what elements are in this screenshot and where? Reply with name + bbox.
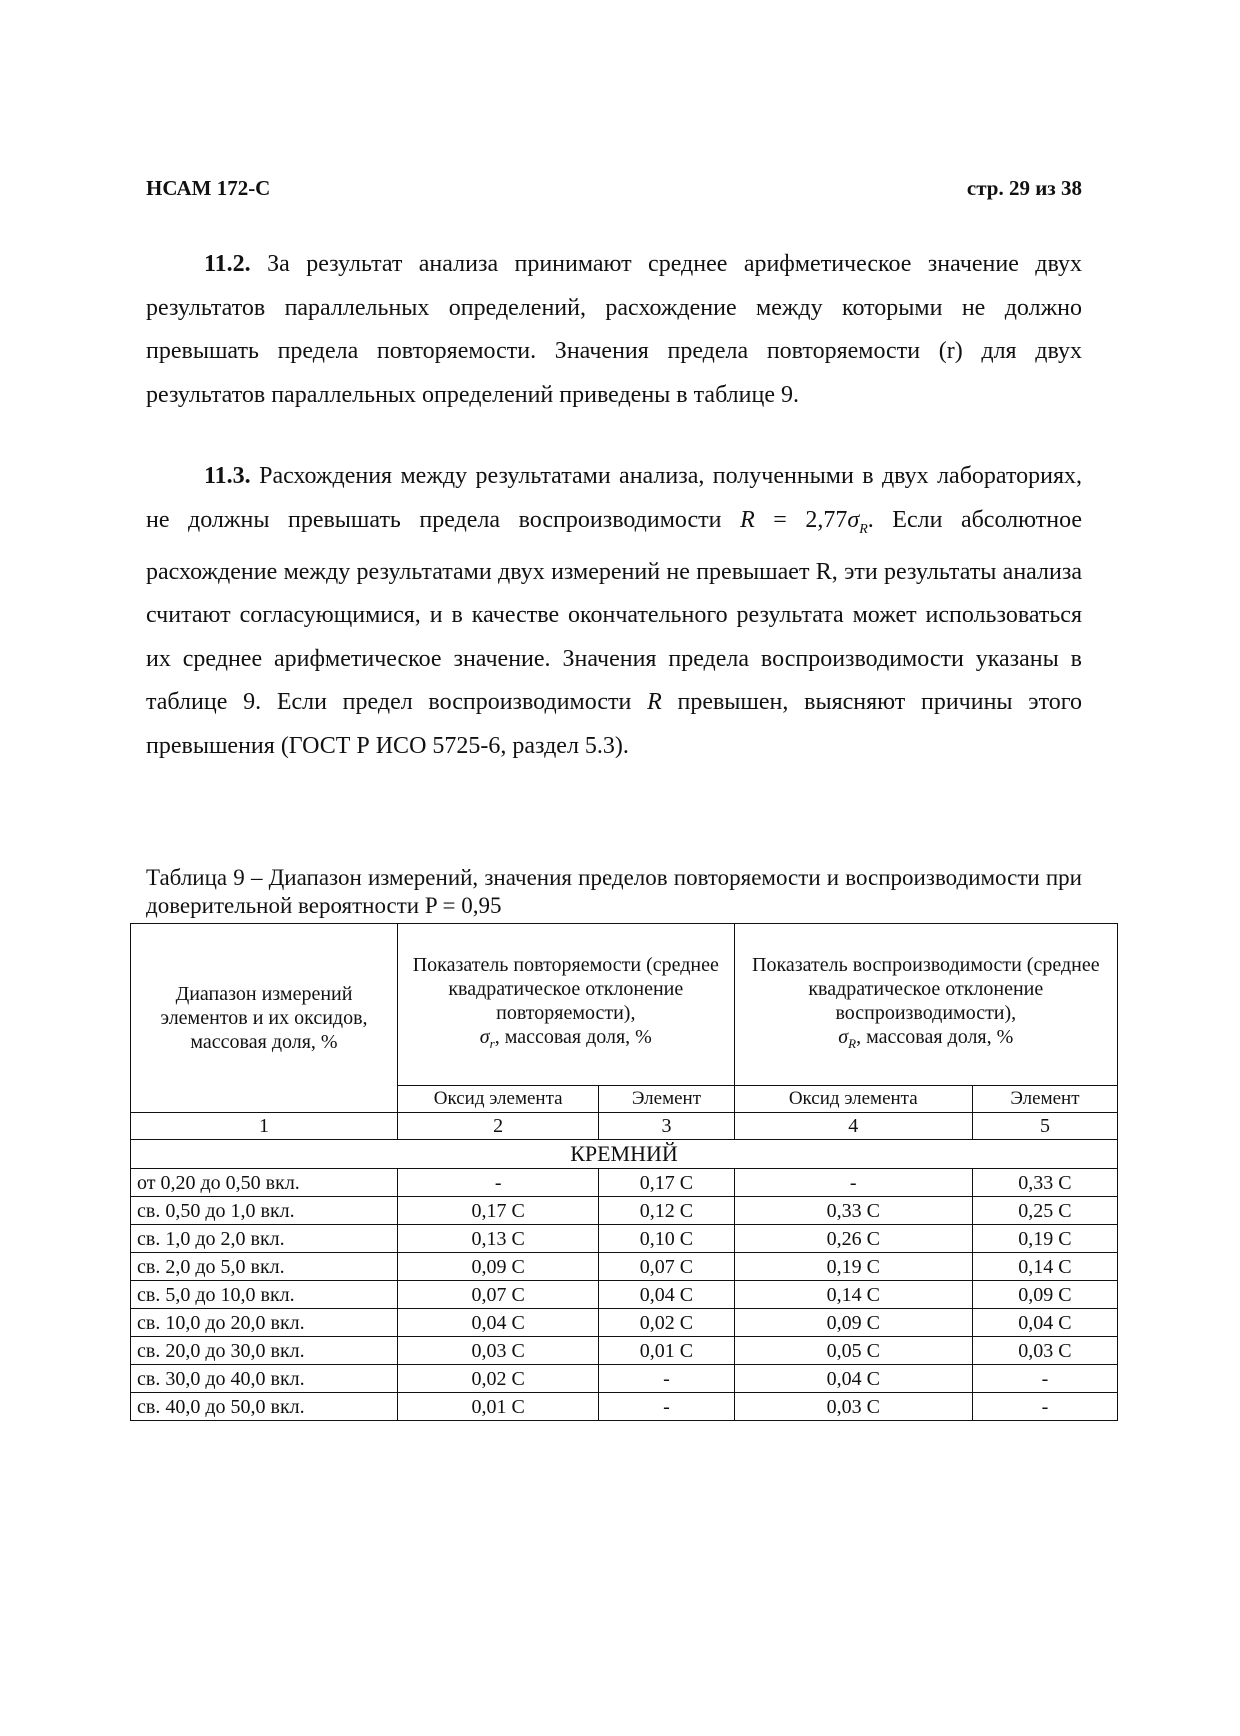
row-value-cell: 0,03 C [398, 1337, 599, 1365]
header-reproducibility [734, 924, 1117, 1086]
row-value-cell: - [599, 1365, 734, 1393]
paragraph-11-3 [146, 455, 1082, 768]
row-value-cell: 0,33 C [972, 1169, 1117, 1197]
subheader-oxide: Оксид элемента [398, 1086, 599, 1113]
sigma-r-symbol [479, 1026, 495, 1051]
column-number: 5 [972, 1113, 1117, 1140]
subheader-element: Элемент [972, 1086, 1117, 1113]
table-row [131, 1393, 1118, 1421]
row-range-cell: св. 5,0 до 10,0 вкл. [131, 1281, 398, 1309]
row-value-cell: - [734, 1169, 972, 1197]
row-value-cell: 0,01 C [398, 1393, 599, 1421]
sigma-glyph: σ [479, 1026, 490, 1048]
row-range-cell: от 0,20 до 0,50 вкл. [131, 1169, 398, 1197]
column-number: 2 [398, 1113, 599, 1140]
row-value-cell: 0,05 C [734, 1337, 972, 1365]
formula-lhs: R [740, 506, 755, 533]
row-value-cell: 0,19 C [972, 1225, 1117, 1253]
row-value-cell: 0,14 C [972, 1253, 1117, 1281]
page-header [146, 176, 1082, 206]
paragraph-text-cont: . Если абсолютное расхождение между результатами двух измерений не превышает R, эти результаты анализа считают согласующимися, и в качестве окончательного результата может использоваться их среднее арифметическое значение. Значения предела воспроизводимости указаны в таблице 9. Если предел воспроизводимости [146, 506, 1083, 716]
row-value-cell: 0,14 C [734, 1281, 972, 1309]
row-value-cell: 0,09 C [972, 1281, 1117, 1309]
row-value-cell: 0,02 C [398, 1365, 599, 1393]
formula-coefficient: = 2,77 [754, 506, 848, 533]
sigma-glyph: σ [838, 1026, 849, 1048]
header-reproducibility-text: Показатель воспроизводимости (среднее квадратическое отклонение воспроизводимости), [752, 954, 1100, 1024]
paragraph-text: За результат анализа принимают среднее арифметическое значение двух результатов параллельных определений, расхождение между которыми не должно превышать предела повторяемости. Значения предела повторяемости (r) для двух результатов параллельных определений приведены в таблице 9. [146, 251, 1083, 408]
paragraph-number: 11.2. [204, 251, 251, 277]
row-value-cell: 0,17 C [398, 1197, 599, 1225]
row-value-cell: - [599, 1393, 734, 1421]
row-range-cell: св. 30,0 до 40,0 вкл. [131, 1365, 398, 1393]
paragraph-text-end: превышен, выясняют причины этого превышения (ГОСТ Р ИСО 5725-6, раздел 5.3). [146, 689, 1083, 759]
row-value-cell: 0,26 C [734, 1225, 972, 1253]
row-range-cell: св. 40,0 до 50,0 вкл. [131, 1393, 398, 1421]
row-range-cell: св. 2,0 до 5,0 вкл. [131, 1253, 398, 1281]
row-value-cell: 0,10 C [599, 1225, 734, 1253]
row-value-cell: 0,13 C [398, 1225, 599, 1253]
table-caption: Таблица 9 – Диапазон измерений, значения пределов повторяемости и воспроизводимости при доверительной вероятности P = 0,95 [146, 865, 1082, 918]
header-repeatability-unit: , массовая доля, % [494, 1026, 652, 1048]
row-value-cell: 0,09 C [734, 1309, 972, 1337]
table-row [131, 1169, 1118, 1197]
sigma-R-symbol [838, 1026, 857, 1051]
document-code: НСАМ 172-С [146, 176, 271, 200]
row-range-cell: св. 0,50 до 1,0 вкл. [131, 1197, 398, 1225]
column-number: 4 [734, 1113, 972, 1140]
column-number-row [131, 1113, 1118, 1140]
row-value-cell: 0,25 C [972, 1197, 1117, 1225]
table-row [131, 1309, 1118, 1337]
row-value-cell: 0,07 C [398, 1281, 599, 1309]
row-value-cell: 0,17 C [599, 1169, 734, 1197]
column-number: 1 [131, 1113, 398, 1140]
table-row [131, 1365, 1118, 1393]
row-value-cell: 0,07 C [599, 1253, 734, 1281]
table-body [131, 1113, 1118, 1421]
row-value-cell: 0,03 C [734, 1393, 972, 1421]
row-value-cell: - [398, 1169, 599, 1197]
section-row [131, 1140, 1118, 1169]
table-row [131, 1197, 1118, 1225]
row-value-cell: 0,04 C [734, 1365, 972, 1393]
header-repeatability [398, 924, 735, 1086]
row-value-cell: - [972, 1365, 1117, 1393]
italic-r: R [647, 689, 662, 716]
table-row [131, 1281, 1118, 1309]
table-row [131, 1253, 1118, 1281]
row-value-cell: 0,19 C [734, 1253, 972, 1281]
paragraph-11-2 [146, 243, 1082, 417]
header-range: Диапазон измерений элементов и их оксидов, массовая доля, % [131, 924, 398, 1113]
row-value-cell: 0,09 C [398, 1253, 599, 1281]
row-value-cell: 0,03 C [972, 1337, 1117, 1365]
row-range-cell: св. 1,0 до 2,0 вкл. [131, 1225, 398, 1253]
table-row [131, 1225, 1118, 1253]
row-value-cell: 0,04 C [398, 1309, 599, 1337]
subheader-oxide: Оксид элемента [734, 1086, 972, 1113]
subheader-element: Элемент [599, 1086, 734, 1113]
row-value-cell: 0,12 C [599, 1197, 734, 1225]
paragraph-number: 11.3. [204, 463, 251, 489]
sigma-subscript: R [848, 1036, 857, 1051]
row-value-cell: 0,04 C [972, 1309, 1117, 1337]
header-reproducibility-unit: , массовая доля, % [856, 1026, 1014, 1048]
repeatability-table [130, 923, 1118, 1421]
table-header-row [131, 924, 1118, 1086]
page-number: стр. 29 из 38 [966, 176, 1082, 200]
row-range-cell: св. 10,0 до 20,0 вкл. [131, 1309, 398, 1337]
row-value-cell: 0,02 C [599, 1309, 734, 1337]
row-value-cell: - [972, 1393, 1117, 1421]
section-title: КРЕМНИЙ [131, 1140, 1118, 1169]
row-value-cell: 0,01 C [599, 1337, 734, 1365]
table-row [131, 1337, 1118, 1365]
column-number: 3 [599, 1113, 734, 1140]
formula-subscript: R [859, 521, 868, 537]
reproducibility-formula [740, 506, 868, 537]
formula-sigma: σ [847, 506, 860, 533]
paragraph-text: Расхождения между результатами анализа, полученными в двух лабораториях, не должны превышать предела воспроизводимости [146, 463, 1082, 533]
row-range-cell: св. 20,0 до 30,0 вкл. [131, 1337, 398, 1365]
row-value-cell: 0,33 C [734, 1197, 972, 1225]
row-value-cell: 0,04 C [599, 1281, 734, 1309]
sigma-subscript: r [489, 1036, 495, 1051]
header-repeatability-text: Показатель повторяемости (среднее квадратическое отклонение повторяемости), [412, 954, 719, 1024]
